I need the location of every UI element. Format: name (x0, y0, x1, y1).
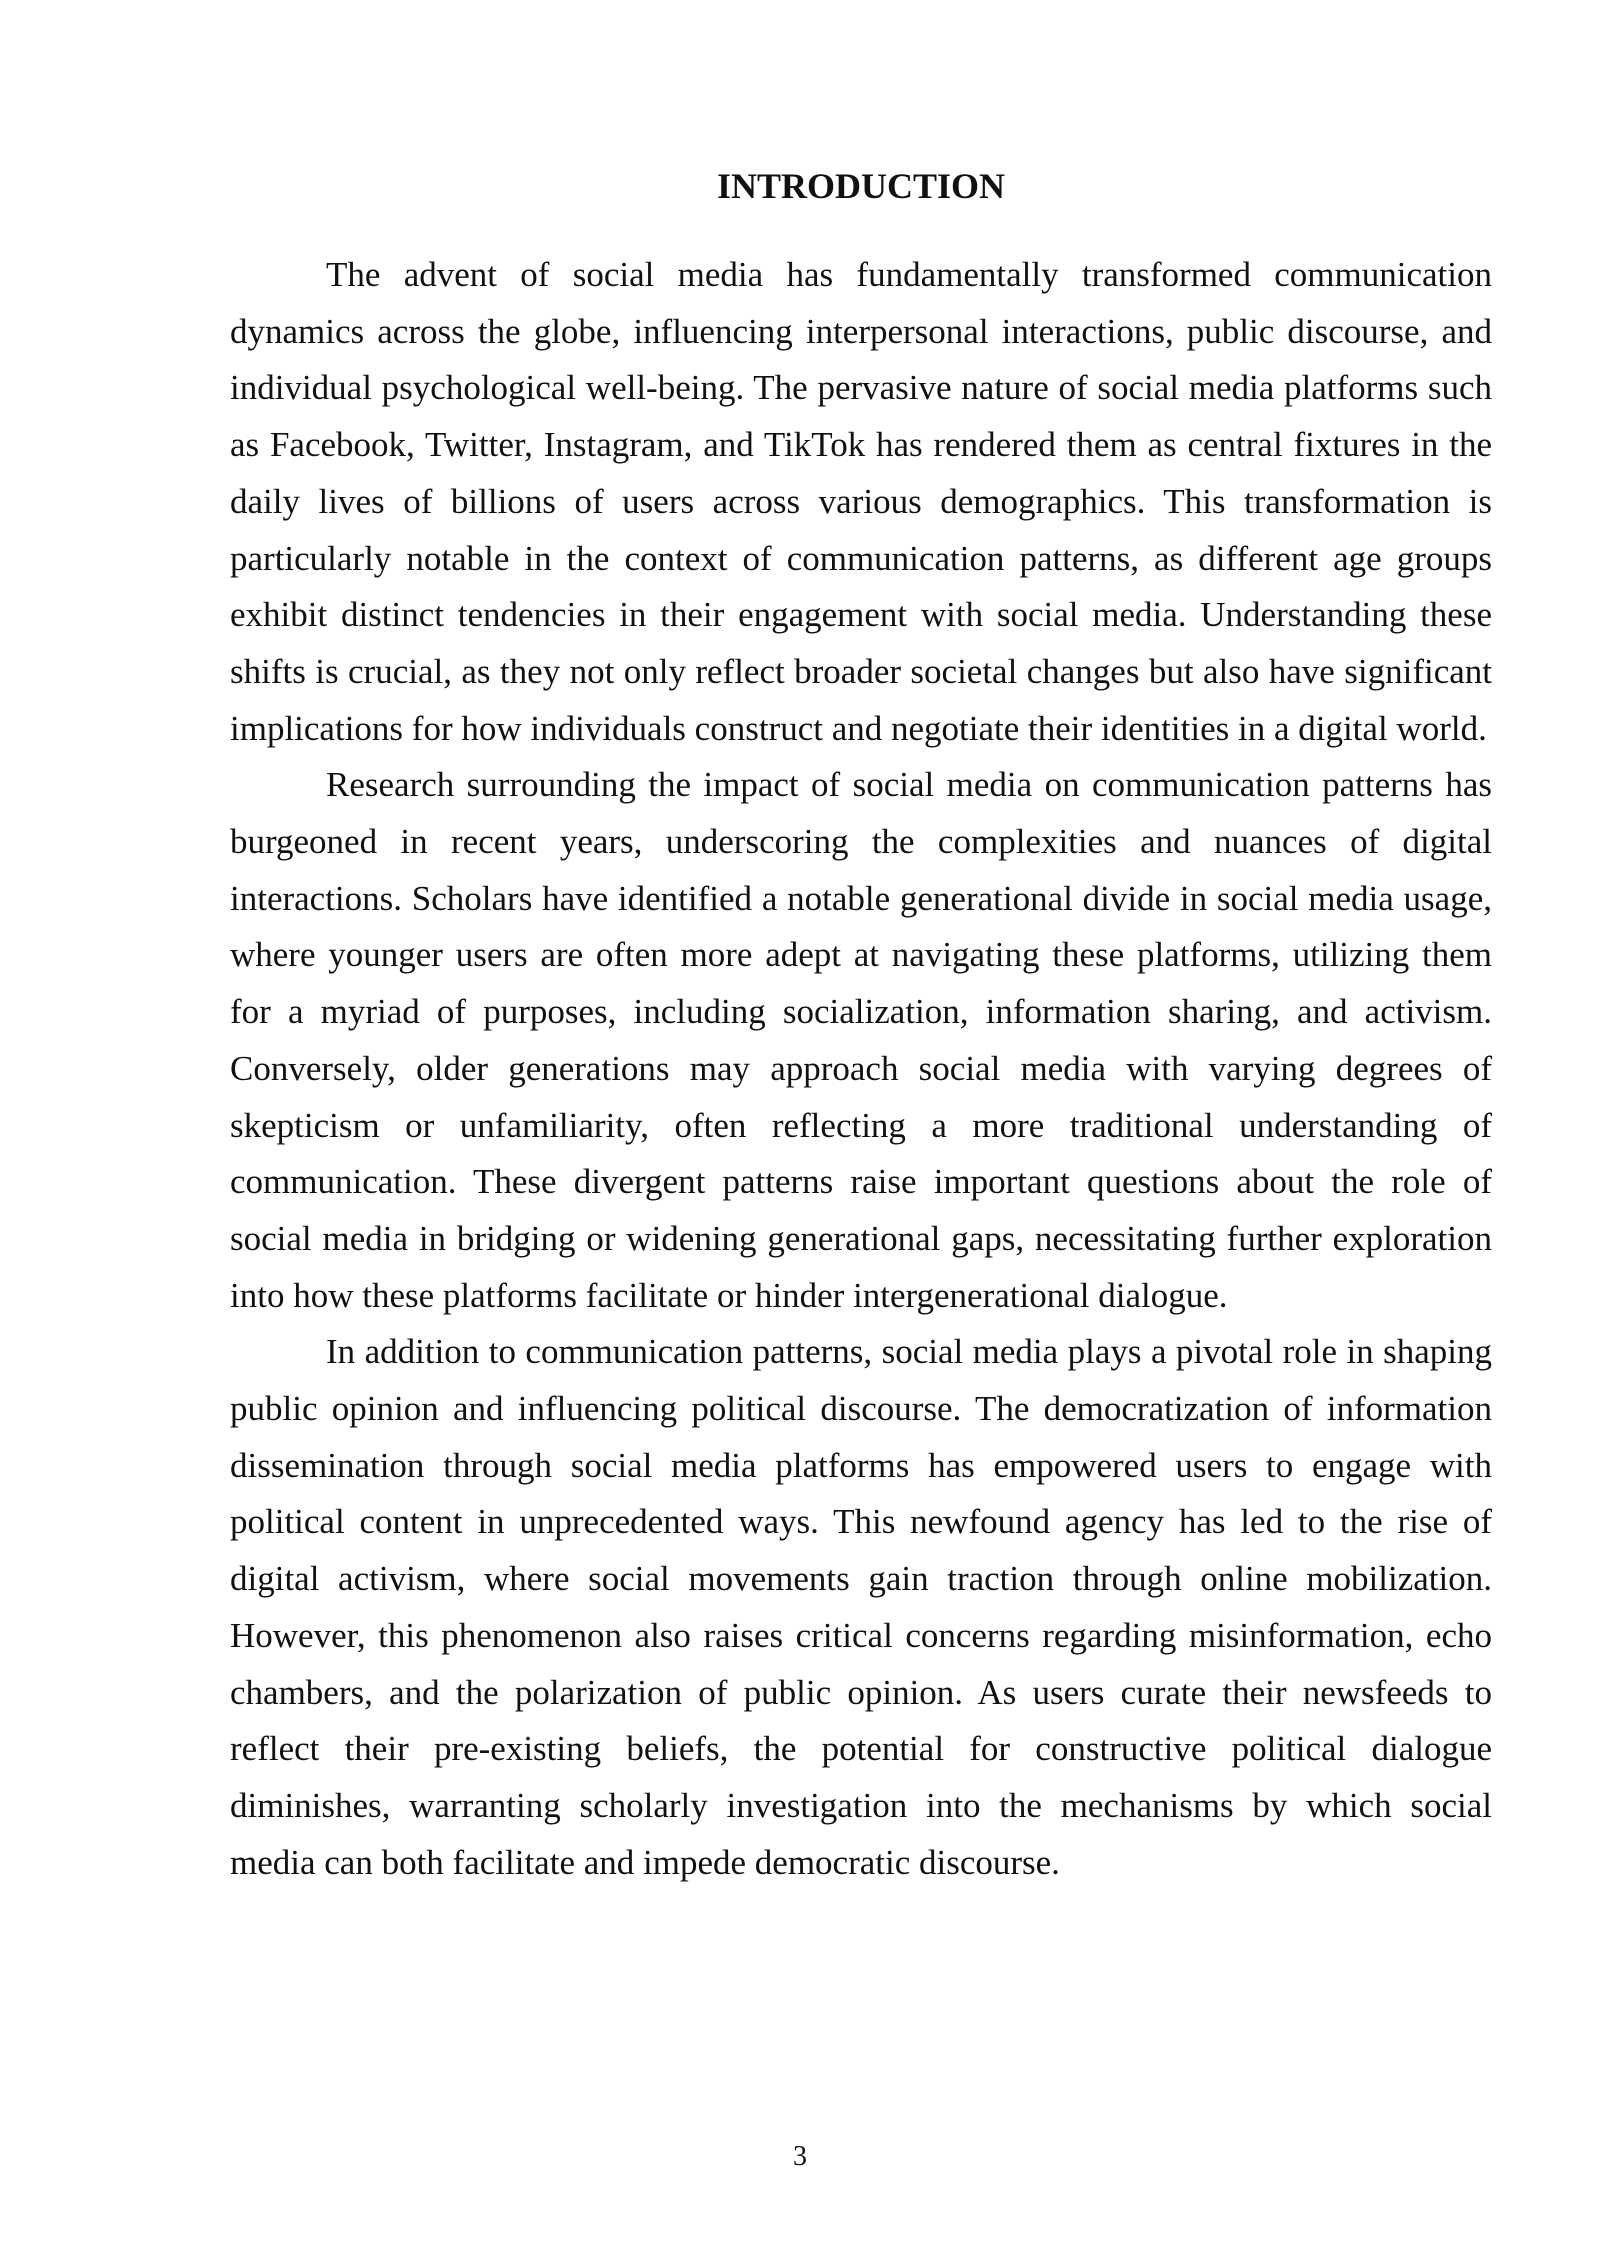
section-heading: INTRODUCTION (716, 166, 1006, 206)
paragraph-3: In addition to communication patterns, social media plays a pivotal role in shaping public opinion and influencing political discourse. The democratization of information dissemination through social media platforms has empowered users to engage with political content in unprecedented ways. This newfound agency has led to the rise of digital activism, where social movements gain traction through online mobilization. However, this phenomenon also raises critical concerns regarding misinformation, echo chambers, and the polarization of public opinion. As users curate their newsfeeds to reflect their pre-existing beliefs, the potential for constructive political dialogue diminishes, warranting scholarly investigation into the mechanisms by which social media can both facilitate and impede democratic discourse. (230, 1332, 1492, 1882)
paragraph-2: Research surrounding the impact of social media on communication patterns has burgeoned in recent years, underscoring the complexities and nuances of digital interactions. Scholars have identified a notable generational divide in social media usage, where younger users are often more adept at navigating these platforms, utilizing them for a myriad of purposes, including socialization, information sharing, and activism. Conversely, older generations may approach social media with varying degrees of skepticism or unfamiliarity, often reflecting a more traditional understanding of communication. These divergent patterns raise important questions about the role of social media in bridging or widening generational gaps, necessitating further exploration into how these platforms facilitate or hinder intergenerational dialogue. (230, 765, 1492, 1315)
body-text (230, 247, 1492, 1891)
paragraph-1: The advent of social media has fundamentally transformed communication dynamics across the globe, influencing interpersonal interactions, public discourse, and individual psychological well-being. The pervasive nature of social media platforms such as Facebook, Twitter, Instagram, and TikTok has rendered them as central fixtures in the daily lives of billions of users across various demographics. This transformation is particularly notable in the context of communication patterns, as different age groups exhibit distinct tendencies in their engagement with social media. Understanding these shifts is crucial, as they not only reflect broader societal changes but also have significant implications for how individuals construct and negotiate their identities in a digital world. (230, 255, 1492, 748)
page-number: 3 (793, 2141, 807, 2172)
